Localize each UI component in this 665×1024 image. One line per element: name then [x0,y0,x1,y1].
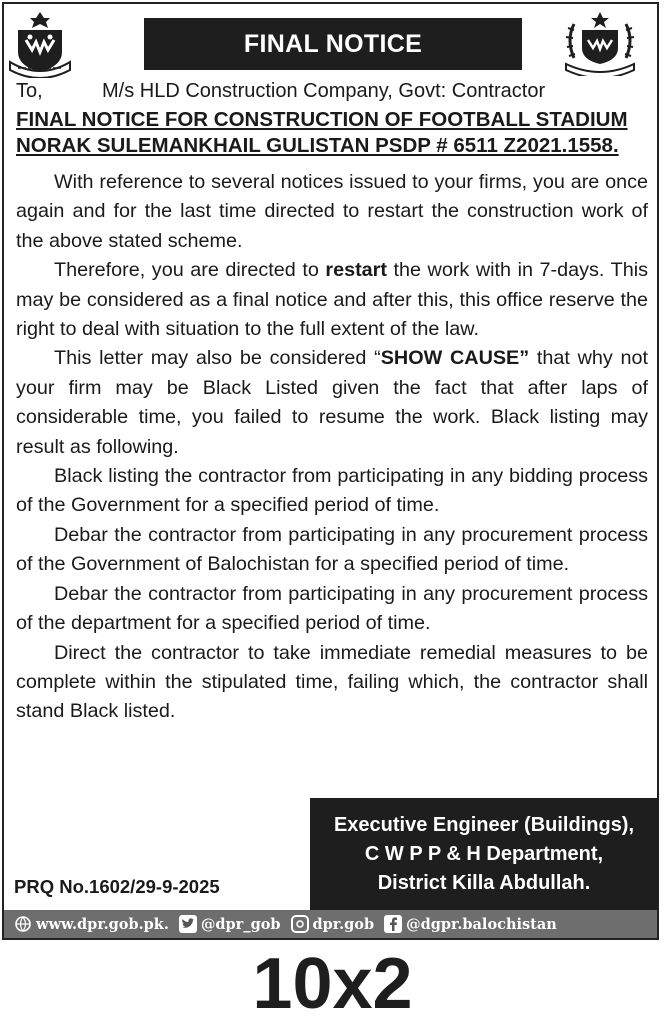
subject-line-1: FINAL NOTICE FOR CONSTRUCTION OF FOOTBALL STADIUM [16,108,628,131]
body-paragraph: Debar the contractor from participating in any procurement process of the department for a specified period of time. [16,582,648,635]
footer-twitter[interactable] [179,915,281,933]
website-text: www.dpr.gob.pk. [36,915,169,933]
body-paragraph: Black listing the contractor from participating in any bidding process of the Government for a specified period of time. [16,465,648,517]
paragraph-text: the work with in 7-days. This may be considered as a final notice and after this, this office reserve the right to deal with situation to the full extent of the law. [16,259,648,341]
signature-line-3: District Killa Abdullah. [377,871,591,894]
signature-block [310,798,658,910]
globe-icon [14,915,32,933]
instagram-icon [291,915,309,933]
government-emblem-icon [8,10,72,78]
notice-title: FINAL NOTICE [144,18,522,70]
body-paragraph [16,256,648,344]
twitter-icon [179,915,197,933]
recipient-name: M/s HLD Construction Company, Govt: Contractor [102,80,546,102]
subject-line-2: NORAK SULEMANKHAIL GULISTAN PSDP # 6511 Z2021.1558. [16,134,619,157]
notice-subject [16,107,656,159]
paragraph-text: that why not your firm may be Black Listed given the fact that after laps of considerable time, you failed to resume the work. Black listing may result as following. [16,347,648,458]
to-label: To, [16,80,43,102]
footer-website[interactable] [14,915,169,933]
body-paragraph: With reference to several notices issued to your firms, you are once again and for the last time directed to restart the construction work of the above stated scheme. [16,171,648,252]
footer-social-bar [4,910,657,938]
emphasis-restart: restart [325,259,387,282]
emphasis-show-cause: SHOW CAUSE” [380,347,530,370]
paragraph-text: Therefore, you are directed to [54,259,326,282]
facebook-icon [384,915,402,933]
balochistan-emblem-icon [560,10,640,76]
instagram-handle: dpr.gob [312,915,375,933]
facebook-handle: @dgpr.balochistan [406,915,557,933]
addressee-line [16,80,545,103]
body-paragraph: Direct the contractor to take immediate remedial measures to be complete within the stipulated time, failing which, the contractor shall stand Black listed. [16,641,648,723]
twitter-handle: @dpr_gob [200,915,281,933]
ad-size-label: 10x2 [252,944,413,1024]
paragraph-text: This letter may also be considered “ [54,347,381,370]
prq-number: PRQ No.1602/29-9-2025 [14,876,220,897]
notice-body [16,168,648,727]
body-paragraph: Debar the contractor from participating in any procurement process of the Government of Balochistan for a specified period of time. [16,523,648,576]
signature-line-1: Executive Engineer (Buildings), [333,813,635,836]
signature-line-2: C W P P & H Department, [364,842,604,865]
footer-facebook[interactable] [384,915,557,933]
footer-instagram[interactable] [291,915,375,933]
body-paragraph [16,344,648,462]
